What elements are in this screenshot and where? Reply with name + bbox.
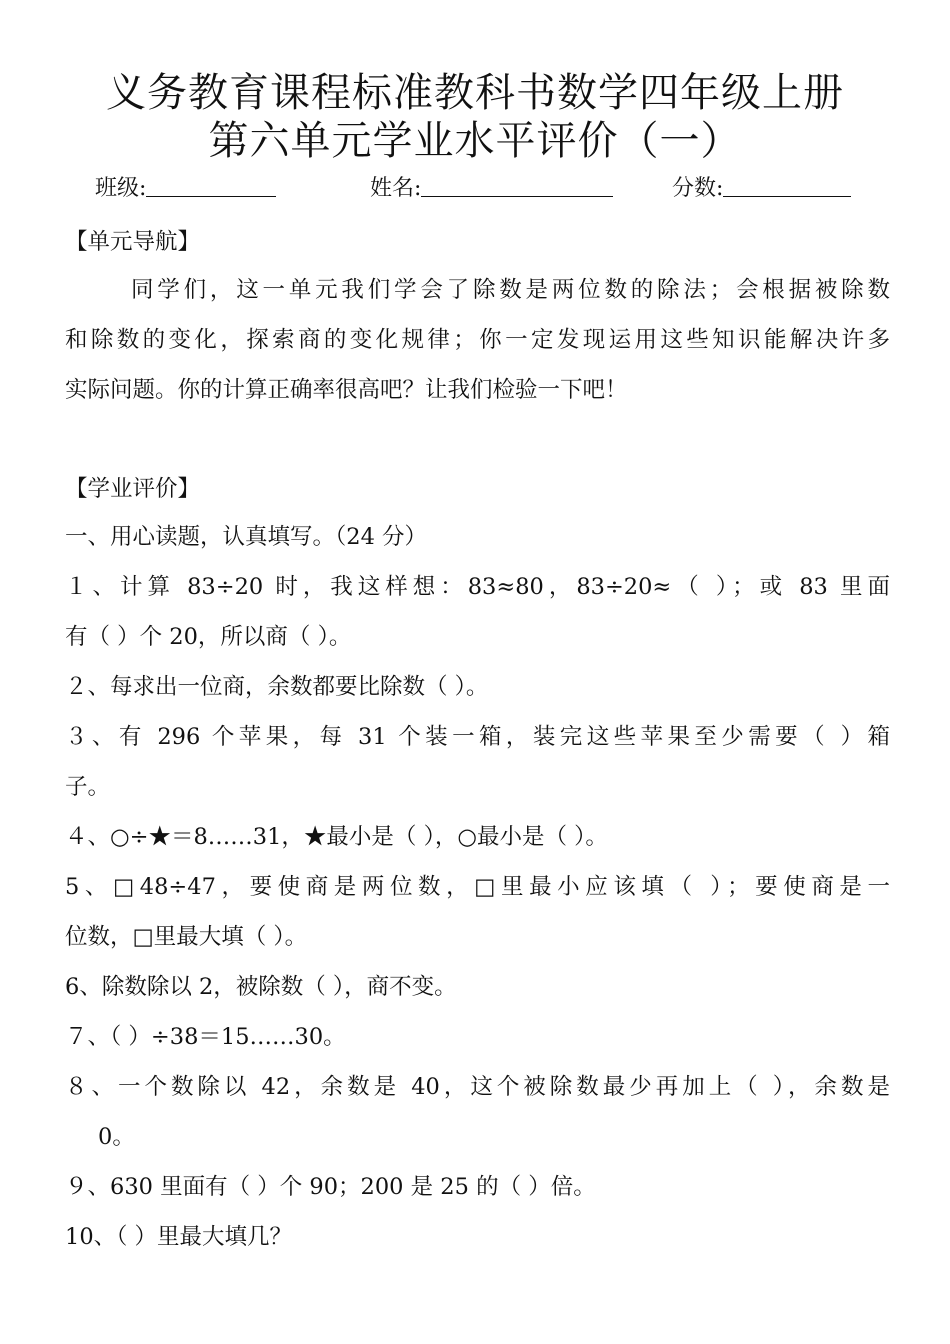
question-8-line-2: 0。: [98, 1124, 135, 1150]
question-3-line-1: ３、有 296 个苹果，每 31 个装一箱，装完这些苹果至少需要（ ）箱: [65, 724, 890, 750]
question-4: ４、○÷★＝8……31，★最小是（ ），○最小是（ ）。: [65, 824, 608, 850]
question-9: ９、630 里面有（ ）个 90；200 是 25 的（ ）倍。: [65, 1174, 596, 1200]
class-label: 班级:: [95, 176, 147, 201]
score-label: 分数:: [672, 176, 724, 201]
score-field[interactable]: [672, 172, 851, 205]
score-blank[interactable]: [723, 172, 851, 197]
guide-line-2: 和除数的变化，探索商的变化规律；你一定发现运用这些知识能解决许多: [65, 327, 890, 353]
question-1-line-1: １、计算 83÷20 时，我这样想：83≈80，83÷20≈（ ）；或 83 里面: [65, 574, 890, 600]
evaluation-heading: 【学业评价】: [65, 476, 201, 502]
question-1-line-2: 有（ ）个 20，所以商（ ）。: [65, 624, 352, 650]
question-5-line-2: 位数，□里最大填（ ）。: [65, 924, 308, 950]
question-5-line-1: 5、□48÷47，要使商是两位数，□里最小应该填（ ）；要使商是一: [65, 874, 890, 900]
guide-line-1: 同学们，这一单元我们学会了除数是两位数的除法；会根据被除数: [131, 277, 890, 303]
class-field[interactable]: [95, 172, 276, 205]
question-6: 6、除数除以 2，被除数（ ），商不变。: [65, 974, 457, 1000]
question-3-line-2: 子。: [65, 774, 111, 800]
class-blank[interactable]: [146, 172, 276, 197]
name-field[interactable]: [370, 172, 613, 205]
question-8-line-1: ８、一个数除以 42，余数是 40，这个被除数最少再加上（ ），余数是: [65, 1074, 890, 1100]
name-label: 姓名:: [370, 176, 422, 201]
guide-heading: 【单元导航】: [65, 229, 201, 255]
question-2: ２、每求出一位商，余数都要比除数（ ）。: [65, 674, 489, 700]
name-blank[interactable]: [421, 172, 613, 197]
section-1-heading: 一、用心读题，认真填写。（24 分）: [65, 524, 428, 550]
title-line-1: 义务教育课程标准教科书数学四年级上册: [106, 70, 844, 116]
question-10: 10、（ ）里最大填几？: [65, 1224, 293, 1250]
title-line-2: 第六单元学业水平评价（一）: [208, 118, 742, 164]
question-7: ７、（ ）÷38＝15……30。: [65, 1024, 346, 1050]
guide-line-3: 实际问题。你的计算正确率很高吧？让我们检验一下吧！: [65, 377, 628, 403]
